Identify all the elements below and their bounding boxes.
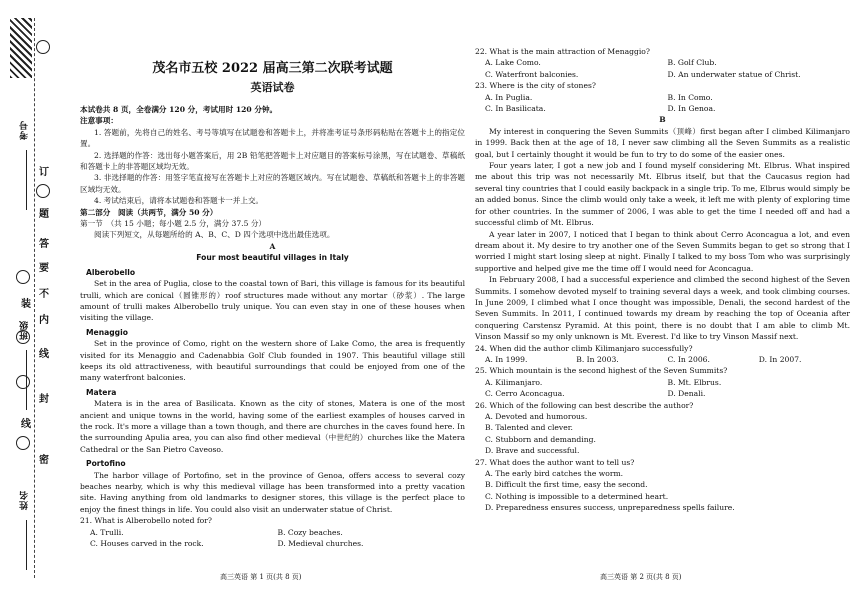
option: A. In Puglia. — [485, 92, 533, 102]
exam-title: 茂名市五校 2022 届高三第二次联考试题 — [152, 61, 393, 76]
option: B. In Como. — [667, 92, 713, 102]
option: C. In Basilicata. — [485, 104, 546, 114]
part-heading: 第二部分 阅读（共两节，满分 50 分） — [80, 207, 218, 217]
question-21-options — [90, 527, 465, 550]
question-27-options — [485, 468, 850, 514]
option: A. In 1999. — [485, 354, 528, 364]
option: C. In 2006. — [667, 354, 710, 364]
seal-char: 题 — [39, 209, 49, 220]
option: A. Kilimanjaro. — [485, 377, 543, 387]
passage-paragraph: My interest in conquering the Seven Summits（顶峰）first began after I climbed Kilimanjaro in 1999. Back then at the age of 18, I never saw climbing all the Seven Summits as a realistic goal, but I certainly thought it would be fun to try to do some of the easier ones. — [475, 126, 850, 159]
passage-paragraph: In February 2008, I had a successful experience and climbed the second highest of the Seven Summits. I somehow devoted myself to training several days a week, and took climbing courses. In June 2009, I climbed what I once thought was impossible, Denali, the second hardest of the Seven Summits. In 2011, I continued towards my dream by reaching the top of Oceania after conquering Carstensz Pyramid. At this point, there is no doubt that I am able to climb Mt. Vinson Massif so my only unknown is Mt. Everest. I'd like to try Vinson Massif next. — [475, 275, 850, 342]
option: D. In Genoa. — [667, 104, 716, 114]
section-heading: 第一节 （共 15 小题；每小题 2.5 分，满分 37.5 分） — [80, 219, 267, 229]
passage-paragraph: Four years later, I got a new job and I found myself considering Mt. Elbrus. What inspired me about this trip was not necessarily Mt. Elbrus itself, but that the Caucasus region had several tiny countries that I could easily backpack in a single trip. To me, Elbrus would simply be an added bonus. Since the climb would only take a week, it left me with plenty of exploring time for other countries. In the summer of 2006, I was able to get the time I needed off and had a successful climb of Mt. Elbrus. — [475, 161, 850, 228]
passage-paragraph: A year later in 2007, I noticed that I began to think about Cerro Aconcagua a lot, and even dream about it. My desire to try another one of the Seven Summits began to get so strong that I worried I might start losing sleep at night. Finally I talked to my boss Tom who was surprisingly supportive and helped give me the time off I would need for Aconcagua. — [475, 229, 850, 273]
binding-hole — [16, 436, 30, 450]
option: D. Preparedness ensures success, unpreparedness spells failure. — [485, 503, 735, 513]
class-label: 班级 — [20, 320, 30, 340]
passage-title: Four most beautiful villages in Italy — [196, 253, 349, 263]
seal-char: 内 — [39, 315, 49, 326]
seal-char: 不 — [39, 289, 49, 300]
place-text: The harbor village of Portofino, set in the province of Genoa, offers access to several cozy beaches nearby, which is why this medieval village has been transformed into a pretty vacation site. Having anything from old landmarks to designer stores, this village is the perfect place to enjoy the finest things in life. You could also visit an underwater statue of Christ. — [80, 470, 465, 514]
passage-letter: B — [659, 115, 666, 125]
place-name: Matera — [86, 387, 117, 397]
option: B. Golf Club. — [667, 58, 717, 68]
exam-number-line — [26, 150, 27, 210]
option: A. Trulli. — [90, 527, 124, 537]
seal-word: 订 — [39, 167, 49, 178]
left-column — [80, 0, 465, 560]
question-27: 27. What does the author want to tell us? — [475, 457, 635, 467]
option: A. The early bird catches the worm. — [485, 469, 624, 479]
exam-number-label: 考号 — [20, 120, 30, 140]
binding-hole — [36, 184, 50, 198]
option: D. Brave and successful. — [485, 446, 580, 456]
question-23-options — [485, 92, 850, 115]
seal-char: 要 — [39, 263, 49, 274]
exam-meta: 本试卷共 8 页，全卷满分 120 分，考试用时 120 分钟。 — [80, 105, 278, 114]
notice-item: 3. 非选择题的作答：用签字笔直接写在答题卡上对应的答题区域内。写在试题卷、草稿纸和答题卡上的非答题区域均无效。 — [80, 173, 465, 194]
place-name: Portofino — [86, 459, 126, 469]
question-22-options — [485, 57, 850, 80]
seal-word: 装 — [21, 299, 31, 310]
option: D. Medieval churches. — [277, 539, 364, 549]
page-footer-1: 高三英语 第 1 页(共 8 页) — [220, 573, 302, 581]
seal-char: 答 — [39, 239, 49, 250]
question-22: 22. What is the main attraction of Menaggio? — [475, 47, 650, 56]
binding-hole — [16, 330, 30, 344]
place-text: Set in the area of Puglia, close to the coastal town of Bari, this village is famous for its beautiful trulli, which are conical（圆锥形的）roof structures made without any mortar（砂浆）. The large amount of trulli makes Alberobello truly unique. You can even stay in one of these houses when visiting the village. — [80, 279, 465, 323]
place-text: Matera is in the area of Basilicata. Known as the city of stones, Matera is one of the most ancient and unique towns in the world, having some of the earliest examples of houses carved in the rock. It's more a village than a town though, and there are churches in the caves found here. In the surrounding Apulia area, you can also find other medieval（中世纪的）churches like the Matera Cathedral or the San Pietro Caveoso. — [80, 399, 465, 454]
question-24-options — [485, 354, 850, 365]
seal-char: 线 — [39, 349, 49, 360]
question-26: 26. Which of the following can best describe the author? — [475, 400, 694, 410]
notice-heading: 注意事项： — [80, 116, 118, 126]
page-footer-2: 高三英语 第 2 页(共 8 页) — [600, 573, 682, 581]
right-column — [475, 46, 850, 606]
place-name: Menaggio — [86, 327, 128, 337]
option: D. An underwater statue of Christ. — [667, 69, 801, 79]
question-24: 24. When did the author climb Kilimanjaro successfully? — [475, 343, 693, 353]
name-label: 姓名 — [20, 490, 30, 510]
question-21: 21. What is Alberobello noted for? — [80, 516, 212, 526]
place-text: Set in the province of Como, right on the western shore of Lake Como, the area is frequently visited for its Menaggio and Cadenabbia Golf Club founded in 1907. This beautiful village still keeps its old attractiveness, with beautiful surroundings that could be enjoyed from one of the many waterfront balconies. — [80, 339, 465, 383]
binding-hatch — [10, 18, 32, 78]
binding-hole — [16, 270, 30, 284]
passage-letter: A — [269, 241, 276, 251]
option: D. Denali. — [667, 389, 706, 399]
binding-hole — [16, 375, 30, 389]
option: C. Waterfront balconies. — [485, 69, 579, 79]
notice-item: 1. 答题前，先将自己的姓名、考号等填写在试题卷和答题卡上，并将准考证号条形码粘贴在答题卡上的指定位置。 — [80, 127, 465, 149]
option: B. In 2003. — [576, 354, 619, 364]
option: C. Stubborn and demanding. — [485, 434, 596, 444]
seal-char: 封 — [39, 394, 49, 405]
name-line — [26, 520, 27, 570]
option: B. Talented and clever. — [485, 423, 573, 433]
option: B. Difficult the first time, easy the second. — [485, 480, 648, 490]
binding-hole — [36, 40, 50, 54]
option: C. Cerro Aconcagua. — [485, 389, 565, 399]
seal-char: 密 — [39, 455, 49, 466]
option: C. Houses carved in the rock. — [90, 539, 204, 549]
question-26-options — [485, 411, 850, 457]
option: B. Mt. Elbrus. — [667, 377, 722, 387]
option: B. Cozy beaches. — [277, 527, 343, 537]
question-25-options — [485, 377, 850, 400]
seal-word: 线 — [21, 419, 31, 430]
exam-subtitle: 英语试卷 — [250, 81, 295, 94]
notice-item: 4. 考试结束后，请将本试题卷和答题卡一并上交。 — [94, 196, 264, 206]
option: D. In 2007. — [758, 354, 802, 364]
place-name: Alberobello — [86, 267, 136, 277]
option: C. Nothing is impossible to a determined heart. — [485, 491, 669, 501]
question-23: 23. Where is the city of stones? — [475, 81, 596, 91]
instruction: 阅读下列短文，从每题所给的 A、B、C、D 四个选项中选出最佳选项。 — [94, 230, 335, 240]
option: A. Devoted and humorous. — [485, 412, 588, 421]
question-25: 25. Which mountain is the second highest of the Seven Summits? — [475, 366, 728, 376]
option: A. Lake Como. — [485, 58, 541, 68]
notice-item: 2. 选择题的作答：选出每小题答案后，用 2B 铅笔把答题卡上对应题目的答案标号涂黑，写在试题卷、草稿纸和答题卡上的非答题区域均无效。 — [80, 150, 465, 172]
binding-strip — [0, 0, 62, 596]
